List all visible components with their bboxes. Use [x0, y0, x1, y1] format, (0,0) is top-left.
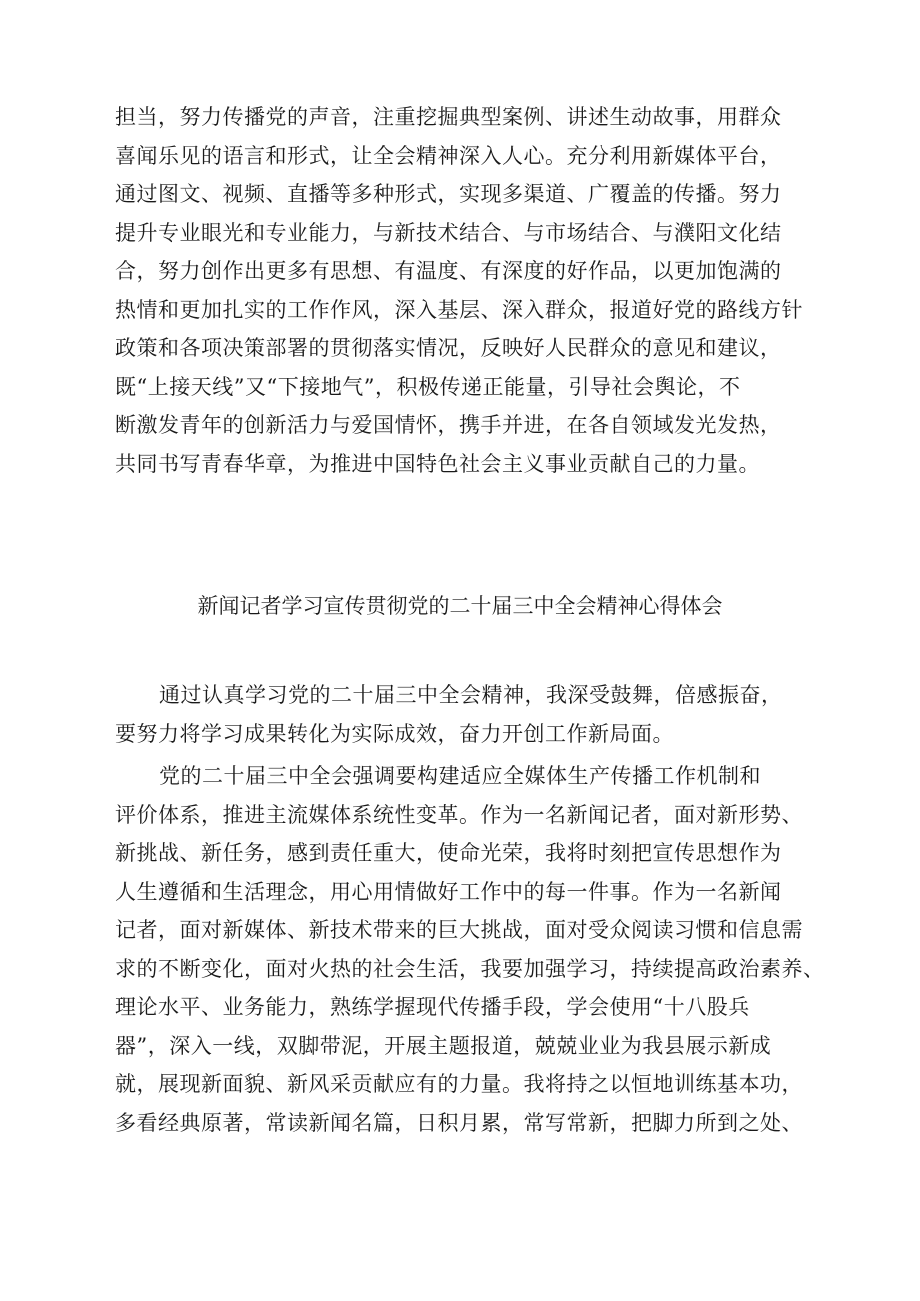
text-line: 热情和更加扎实的工作作风，深入基层、深入群众，报道好党的路线方针	[115, 297, 803, 322]
text-line: 评价体系，推进主流媒体系统性变革。作为一名新闻记者，面对新形势、	[115, 802, 803, 827]
text-line: 既“上接天线”又“下接地气”，积极传递正能量，引导社会舆论，不	[115, 374, 741, 399]
text-line: 担当，努力传播党的声音，注重挖掘典型案例、讲述生动故事，用群众	[115, 105, 782, 129]
text-line: 政策和各项决策部署的贯彻落实情况，反映好人民群众的意见和建议，	[115, 336, 782, 360]
text-line: 合，努力创作出更多有思想、有温度、有深度的好作品，以更加饱满的	[115, 259, 782, 283]
text-line: 断激发青年的创新活力与爱国情怀，携手并进，在各自领域发光发热，	[115, 413, 782, 437]
text-line: 提升专业眼光和专业能力，与新技术结合、与市场结合、与濮阳文化结	[115, 220, 782, 245]
text-line: 记者，面对新媒体、新技术带来的巨大挑战，面对受众阅读习惯和信息需	[115, 918, 803, 942]
text-line: 新挑战、新任务，感到责任重大，使命光荣，我将时刻把宣传思想作为	[115, 841, 782, 865]
text-line: 通过认真学习党的二十届三中全会精神，我深受鼓舞，倍感振奋，	[159, 683, 783, 707]
text-line: 理论水平、业务能力，熟练学握现代传播手段，学会使用“十八股兵	[115, 995, 750, 1019]
text-line: 就，展现新面貌、新风采贡献应有的力量。我将持之以恒地训练基本功，	[115, 1072, 803, 1096]
continuation-paragraph	[115, 98, 855, 483]
text-line: 党的二十届三中全会强调要构建适应全媒体生产传播工作机制和	[159, 764, 761, 788]
text-line: 喜闻乐见的语言和形式，让全会精神深入人心。充分利用新媒体平台，	[115, 143, 782, 168]
text-line: 共同书写青春华章，为推进中国特色社会主义事业贡献自己的力量。	[115, 451, 760, 476]
article-title: 新闻记者学习宣传贯彻党的二十届三中全会精神心得体会	[197, 594, 723, 618]
text-line: 要努力将学习成果转化为实际成效，奋力开创工作新局面。	[115, 721, 674, 746]
text-line: 器”，深入一线，双脚带泥，开展主题报道，兢兢业业为我县展示新成	[115, 1033, 772, 1058]
article-paragraph-1	[115, 676, 855, 753]
article-paragraph-2	[115, 757, 855, 1142]
text-line: 求的不断变化，面对火热的社会生活，我要加强学习，持续提高政治素养、	[115, 956, 825, 981]
text-line: 人生遵循和生活理念，用心用情做好工作中的每一件事。作为一名新闻	[115, 879, 782, 904]
text-line: 多看经典原著，常读新闻名篇，日积月累，常写常新，把脚力所到之处、	[115, 1110, 803, 1135]
text-line: 通过图文、视频、直播等多种形式，实现多渠道、广覆盖的传播。努力	[115, 182, 782, 206]
